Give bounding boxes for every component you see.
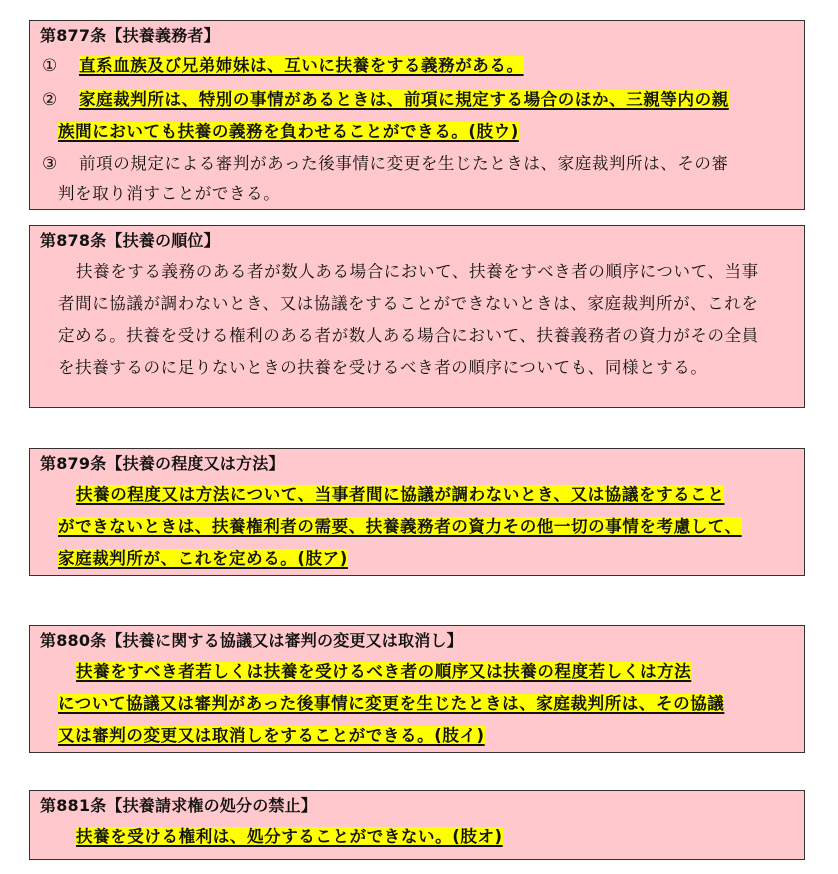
item-2-line-1: 家庭裁判所は、特別の事情があるときは、前項に規定する場合のほか、三親等内の親 — [79, 90, 729, 109]
article-879-line-2: ができないときは、扶養権利者の需要、扶養義務者の資力その他一切の事情を考慮して、 — [58, 517, 742, 536]
item-1-line-1: 直系血族及び兄弟姉妹は、互いに扶養をする義務がある。 — [79, 56, 524, 75]
item-3-line-2: 判を取り消すことができる。 — [58, 184, 281, 203]
article-878-line-4: を扶養するのに足りないときの扶養を受けるべき者の順序についても、同様とする。 — [58, 358, 708, 377]
item-2-line-2: 族間においても扶養の義務を負わせることができる。(肢ウ) — [58, 122, 519, 141]
article-878-box — [29, 225, 805, 408]
article-878-line-2: 者間に協議が調わないとき、又は協議をすることができないときは、家庭裁判所が、これを — [58, 294, 759, 313]
article-879-box — [29, 448, 805, 576]
item-3-mark: ③ — [42, 154, 58, 174]
article-880-line-1: 扶養をすべき者若しくは扶養を受けるべき者の順序又は扶養の程度若しくは方法 — [76, 662, 692, 681]
article-879-line-1: 扶養の程度又は方法について、当事者間に協議が調わないとき、又は協議をすること — [76, 485, 725, 504]
article-877-title: 第877条【扶養義務者】 — [40, 26, 220, 45]
article-879-line-3: 家庭裁判所が、これを定める。(肢ア) — [58, 549, 348, 568]
article-881-box — [29, 790, 805, 860]
item-1-mark: ① — [42, 56, 58, 76]
article-878-title: 第878条【扶養の順位】 — [40, 231, 220, 250]
article-878-line-3: 定める。扶養を受ける権利のある者が数人ある場合において、扶養義務者の資力がその全員 — [58, 326, 759, 345]
article-881-title: 第881条【扶養請求権の処分の禁止】 — [40, 796, 317, 815]
article-880-box — [29, 625, 805, 753]
item-3-line-1: 前項の規定による審判があった後事情に変更を生じたときは、家庭裁判所は、その審 — [79, 154, 729, 173]
article-879-title: 第879条【扶養の程度又は方法】 — [40, 454, 285, 473]
article-877-box — [29, 20, 805, 210]
article-880-title: 第880条【扶養に関する協議又は審判の変更又は取消し】 — [40, 631, 463, 650]
article-878-line-1: 扶養をする義務のある者が数人ある場合において、扶養をすべき者の順序について、当事 — [76, 262, 759, 281]
article-881-line-1: 扶養を受ける権利は、処分することができない。(肢オ) — [76, 827, 503, 846]
article-880-line-3: 又は審判の変更又は取消しをすることができる。(肢イ) — [58, 726, 485, 745]
article-880-line-2: について協議又は審判があった後事情に変更を生じたときは、家庭裁判所は、その協議 — [58, 694, 725, 713]
item-2-mark: ② — [42, 90, 58, 110]
